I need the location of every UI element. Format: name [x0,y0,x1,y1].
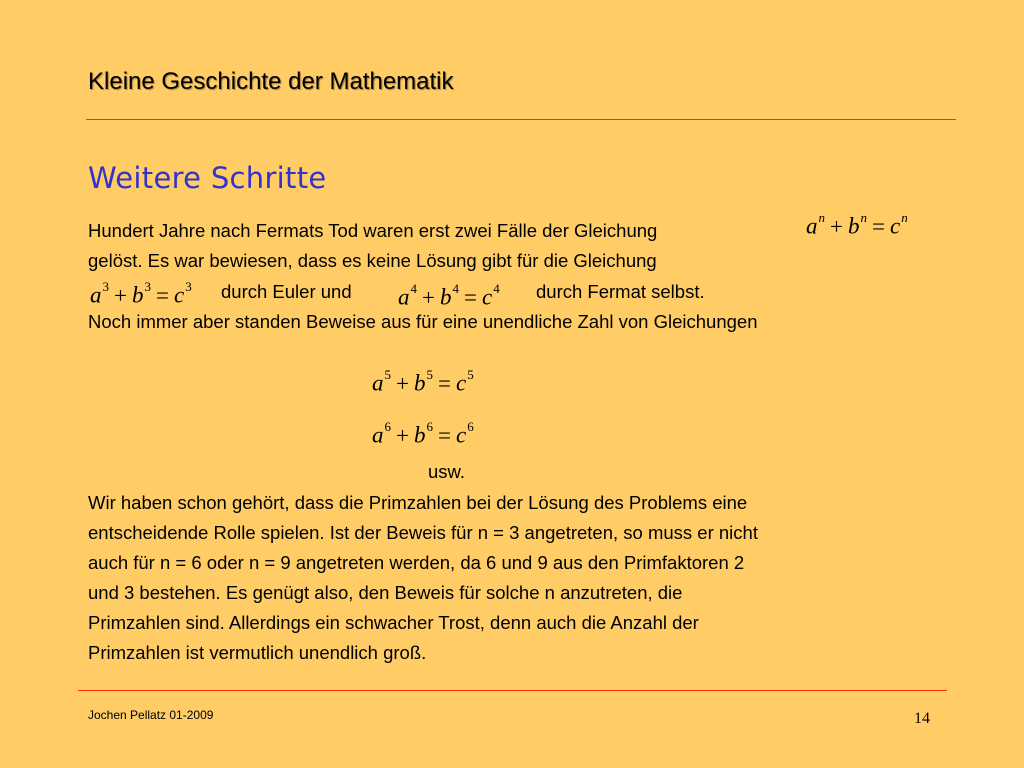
text-fermat: durch Fermat selbst. [536,281,705,302]
paragraph-line: Primzahlen ist vermutlich unendlich groß. [88,642,427,663]
footer-divider [78,690,947,691]
paragraph-line: Primzahlen sind. Allerdings ein schwacher Trost, denn auch die Anzahl der [88,612,699,633]
equation-n6: $a^6 + b^6 = c^6$ [372,419,474,448]
text-line-4: Noch immer aber standen Beweise aus für eine unendliche Zahl von Gleichungen [88,311,758,332]
header-divider [86,119,956,120]
paragraph-line: entscheidende Rolle spielen. Ist der Beweis für n = 3 angetreten, so muss er nicht [88,522,758,543]
text-euler: durch Euler und [221,281,352,302]
text-line-1: Hundert Jahre nach Fermats Tod waren erst zwei Fälle der Gleichung [88,220,658,241]
equation-n5: $a^5 + b^5 = c^5$ [372,367,474,396]
equation-fermat: $a^4 + b^4 = c^4$ [398,281,500,310]
equation-euler: $a^3 + b^3 = c^3$ [90,279,192,308]
slide-heading: Weitere Schritte [88,161,327,195]
slide-header-title: Kleine Geschichte der Mathematik [88,68,454,95]
paragraph-line: auch für n = 6 oder n = 9 angetreten werden, da 6 und 9 aus den Primfaktoren 2 [88,552,745,573]
footer-author: Jochen Pellatz 01-2009 [88,708,214,722]
paragraph-line: und 3 bestehen. Es genügt also, den Beweis für solche n anzutreten, die [88,582,683,603]
text-usw: usw. [428,461,466,482]
body-paragraph [88,488,948,668]
equation-general: $a^n + b^n = c^n$ [806,210,908,239]
paragraph-line: Wir haben schon gehört, dass die Primzahlen bei der Lösung des Problems eine [88,492,748,513]
page-number: 14 [914,710,930,727]
text-line-2: gelöst. Es war bewiesen, dass es keine Lösung gibt für die Gleichung [88,250,657,271]
